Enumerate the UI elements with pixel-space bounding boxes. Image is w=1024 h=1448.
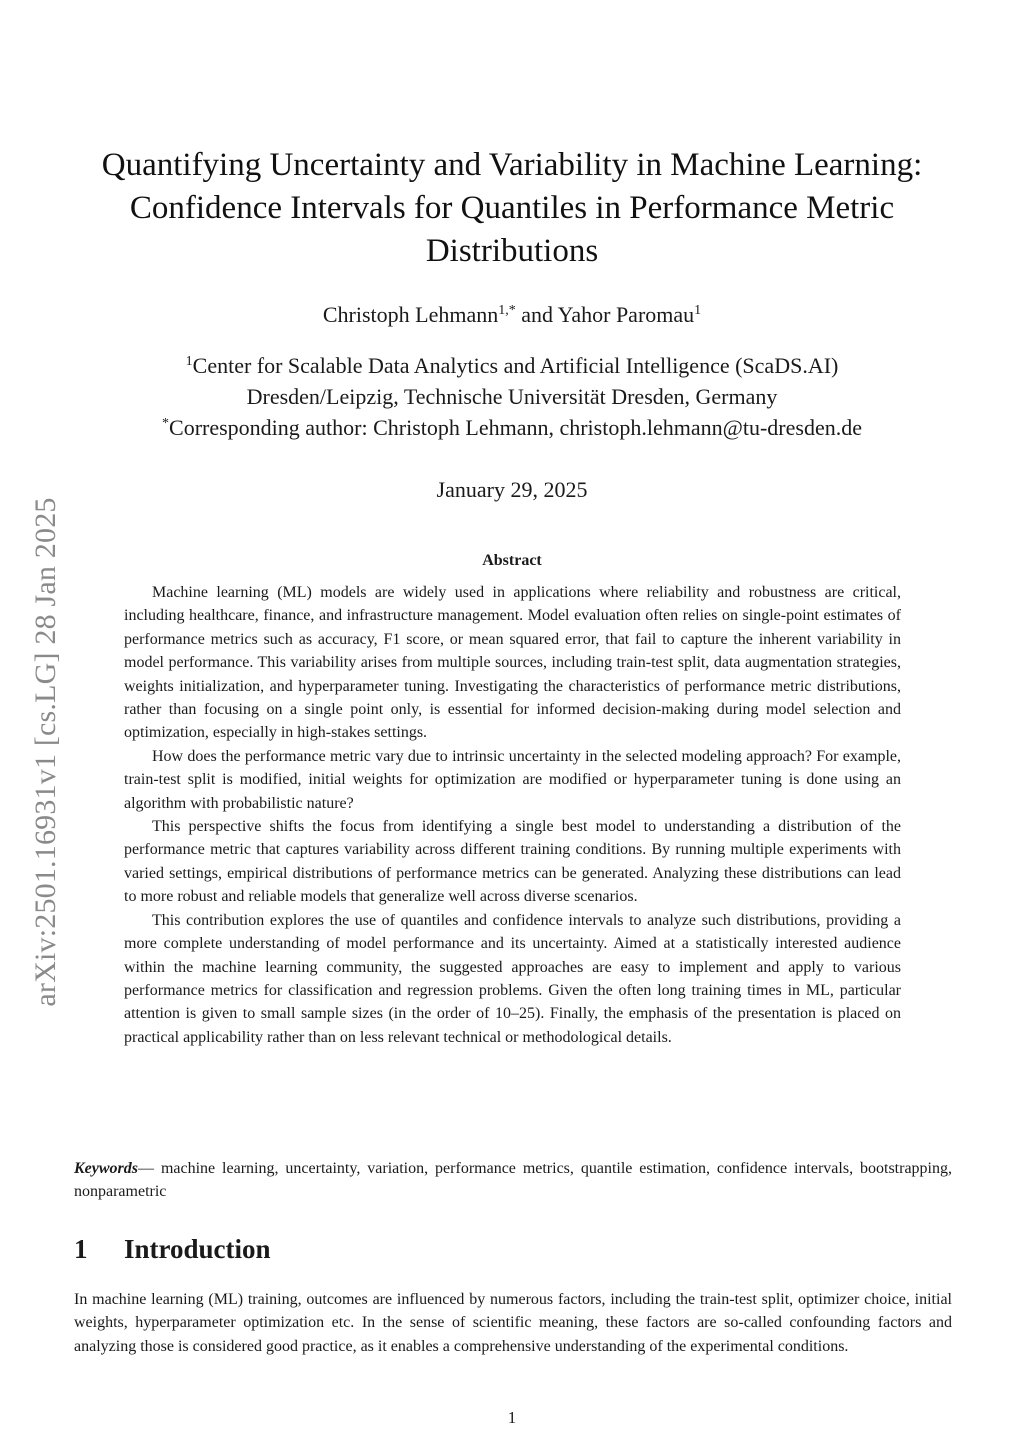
author-conjunction: and (521, 302, 553, 327)
affiliation-mark: 1 (185, 354, 193, 369)
introduction-paragraph: In machine learning (ML) training, outcomes are influenced by numerous factors, including the train-test split, optimizer choice, initial weights, hyperparameter optimization etc. In the sense of scientific meaning, these factors are so-called confounding factors and analyzing those is considered good practice, as it enables a comprehensive understanding of the experimental conditions. (74, 1291, 952, 1355)
author-line (120, 300, 904, 330)
introduction-body (74, 1288, 952, 1358)
abstract-paragraph: Machine learning (ML) models are widely used in applications where reliability and robustness are critical, including healthcare, finance, and infrastructure management. Model evaluation often relies on single-point estimates of performance metrics such as accuracy, F1 score, or mean squared error, that fail to capture the inherent variability in model performance. This variability arises from multiple sources, including train-test split, data augmentation strategies, weights initialization, and hyperparameter tuning. Investigating the characteristics of performance metric distributions, rather than focusing on a single point only, is essential for informed decision-making during model selection and optimization, especially in high-stakes settings. (124, 584, 901, 742)
keywords-label: Keywords (74, 1160, 138, 1177)
author-affiliation-mark: 1 (694, 303, 702, 318)
author-affiliation-mark: 1,* (498, 303, 516, 318)
corresponding-author-line: *Corresponding author: Christoph Lehmann, christoph.lehmann@tu-dresden.de (162, 415, 862, 440)
arxiv-stamp: arXiv:2501.16931v1 [cs.LG] 28 Jan 2025 (29, 497, 62, 1007)
affiliation-line: Dresden/Leipzig, Technische Universität Dresden, Germany (246, 384, 778, 409)
section-title: Introduction (124, 1234, 271, 1264)
abstract-paragraph: How does the performance metric vary due to intrinsic uncertainty in the selected modeling approach? For example, train-test split is modified, initial weights for optimization are modified or hyperparameter tuning is done using an algorithm with probabilistic nature? (124, 747, 901, 812)
abstract-paragraph: This perspective shifts the focus from identifying a single best model to understanding a distribution of the performance metric that captures variability across different training conditions. By running multiple experiments with varied settings, empirical distributions of performance metrics can be generated. Analyzing these distributions can lead to more robust and reliable models that generalize well across diverse scenarios. (124, 818, 901, 906)
paper-title: Quantifying Uncertainty and Variability in Machine Learning: Confidence Intervals for Quantiles in Performance Metric Distributions (101, 147, 923, 269)
section-number: 1 (74, 1234, 88, 1264)
keywords-block (74, 1157, 952, 1204)
abstract-heading: Abstract (482, 552, 542, 569)
page-number: 1 (507, 1408, 517, 1427)
paper-date: January 29, 2025 (436, 477, 588, 502)
keywords-text: machine learning, uncertainty, variation, performance metrics, quantile estimation, confidence intervals, bootstrapping, nonparametric (74, 1160, 953, 1201)
section-heading (74, 1234, 271, 1265)
affiliation-line: $^1$Center for Scalable Data Analytics and Artificial Intelligence (ScaDS.AI) (185, 353, 839, 378)
corresponding-mark: * (162, 416, 170, 431)
affiliation-block (70, 350, 954, 443)
author-name: Yahor Paromau (557, 302, 695, 327)
abstract-body (124, 581, 901, 1049)
keywords-dash: — (138, 1160, 161, 1177)
abstract-paragraph: This contribution explores the use of quantiles and confidence intervals to analyze such distributions, providing a more complete understanding of model performance and its uncertainty. Aimed at a statistically interested audience within the machine learning community, the suggested approaches are easy to implement and apply to various performance metrics for classification and regression problems. Given the often long training times in ML, particular attention is given to small sample sizes (in the order of 10–25). Finally, the emphasis of the presentation is placed on practical applicability rather than on less relevant technical or methodological details. (124, 911, 901, 1046)
author-name: Christoph Lehmann (322, 302, 499, 327)
